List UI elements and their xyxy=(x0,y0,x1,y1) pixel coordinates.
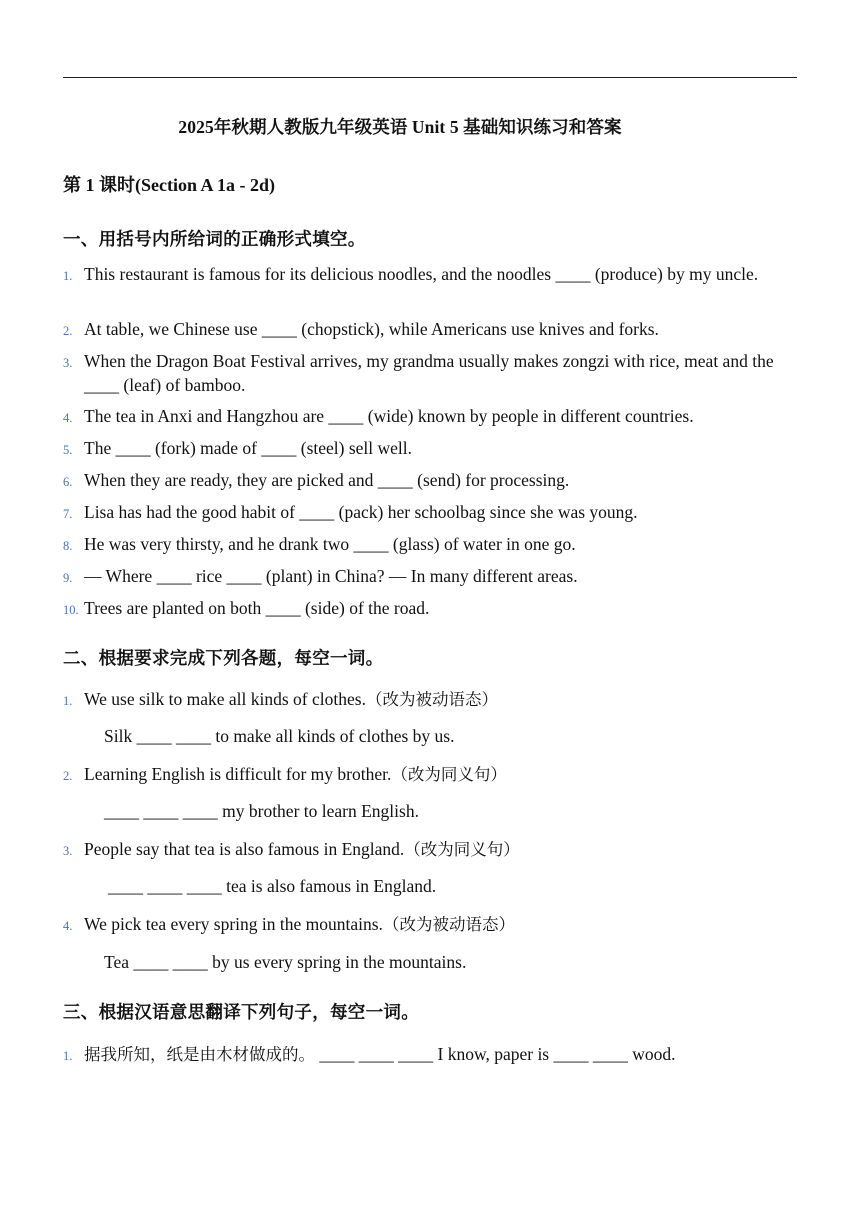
document-title: 2025年秋期人教版九年级英语 Unit 5 基础知识练习和答案 xyxy=(178,117,622,137)
item-text: — Where ____ rice ____ (plant) in China? — In many different areas. xyxy=(84,566,578,586)
section-1-item-8 xyxy=(63,532,803,556)
item-text: We use silk to make all kinds of clothes. xyxy=(84,689,366,709)
item-instruction: （改为被动语态） xyxy=(365,690,498,709)
item-number: 5. xyxy=(63,443,73,457)
section-2-answer-3: ____ ____ ____ tea is also famous in England. xyxy=(108,876,437,896)
item-number: 1. xyxy=(63,694,73,708)
item-number: 7. xyxy=(63,507,73,521)
item-text: When the Dragon Boat Festival arrives, my grandma usually makes zongzi with rice, meat and the ____ (leaf) of bamboo. xyxy=(84,351,774,395)
item-text: At table, we Chinese use ____ (chopstick), while Americans use knives and forks. xyxy=(84,319,659,339)
item-text: The tea in Anxi and Hangzhou are ____ (wide) known by people in different countries. xyxy=(84,406,694,426)
item-number: 1. xyxy=(63,269,73,283)
lesson-title: 第 1 课时(Section A 1a - 2d) xyxy=(63,175,276,195)
item-number: 2. xyxy=(63,769,73,783)
item-instruction: （改为同义句） xyxy=(391,765,507,784)
item-number: 4. xyxy=(63,411,73,425)
item-number: 6. xyxy=(63,475,73,489)
section-3-item-1 xyxy=(63,1042,803,1067)
item-text: The ____ (fork) made of ____ (steel) sell well. xyxy=(84,438,413,458)
item-text: Trees are planted on both ____ (side) of the road. xyxy=(84,598,430,618)
section-1-heading: 一、用括号内所给词的正确形式填空。 xyxy=(63,230,366,250)
section-1-item-1 xyxy=(63,262,803,286)
item-chinese-text: 据我所知，纸是由木材做成的。 xyxy=(84,1045,315,1064)
item-number: 3. xyxy=(63,356,73,370)
section-1-item-3 xyxy=(63,349,803,397)
section-2-item-3 xyxy=(63,837,803,862)
item-text: He was very thirsty, and he drank two ____ (glass) of water in one go. xyxy=(84,534,576,554)
item-instruction: （改为同义句） xyxy=(404,840,520,859)
item-number: 8. xyxy=(63,539,73,553)
section-2-item-1 xyxy=(63,687,803,712)
section-1-item-5 xyxy=(63,436,803,460)
section-2-heading: 二、根据要求完成下列各题，每空一词。 xyxy=(63,649,384,669)
section-2-answer-1: Silk ____ ____ to make all kinds of clothes by us. xyxy=(104,726,455,746)
item-text: When they are ready, they are picked and ____ (send) for processing. xyxy=(84,470,570,490)
section-1-item-6 xyxy=(63,468,803,492)
item-number: 9. xyxy=(63,571,73,585)
item-number: 2. xyxy=(63,324,73,338)
section-1-item-10 xyxy=(63,596,803,620)
item-text: This restaurant is famous for its delicious noodles, and the noodles ____ (produce) by my uncle. xyxy=(84,264,759,284)
section-2-item-2 xyxy=(63,762,803,787)
item-instruction: （改为被动语态） xyxy=(382,915,515,934)
section-1-item-9 xyxy=(63,564,803,588)
item-number: 4. xyxy=(63,919,73,933)
item-text: Lisa has had the good habit of ____ (pack) her schoolbag since she was young. xyxy=(84,502,638,522)
item-text: Learning English is difficult for my brother. xyxy=(84,764,392,784)
item-number: 3. xyxy=(63,844,73,858)
section-3-heading: 三、根据汉语意思翻译下列句子，每空一词。 xyxy=(63,1003,419,1023)
section-2-answer-4: Tea ____ ____ by us every spring in the mountains. xyxy=(104,952,467,972)
header-rule xyxy=(63,77,797,78)
item-number: 10. xyxy=(63,603,79,617)
section-1-item-7 xyxy=(63,500,803,524)
item-text: We pick tea every spring in the mountains. xyxy=(84,914,383,934)
item-number: 1. xyxy=(63,1049,73,1063)
item-text: People say that tea is also famous in England. xyxy=(84,839,405,859)
section-2-answer-2: ____ ____ ____ my brother to learn English. xyxy=(104,801,419,821)
section-2-item-4 xyxy=(63,912,803,937)
section-1-item-2 xyxy=(63,317,803,341)
item-text: ____ ____ ____ I know, paper is ____ ____ wood. xyxy=(315,1044,676,1064)
section-1-item-4 xyxy=(63,404,803,428)
